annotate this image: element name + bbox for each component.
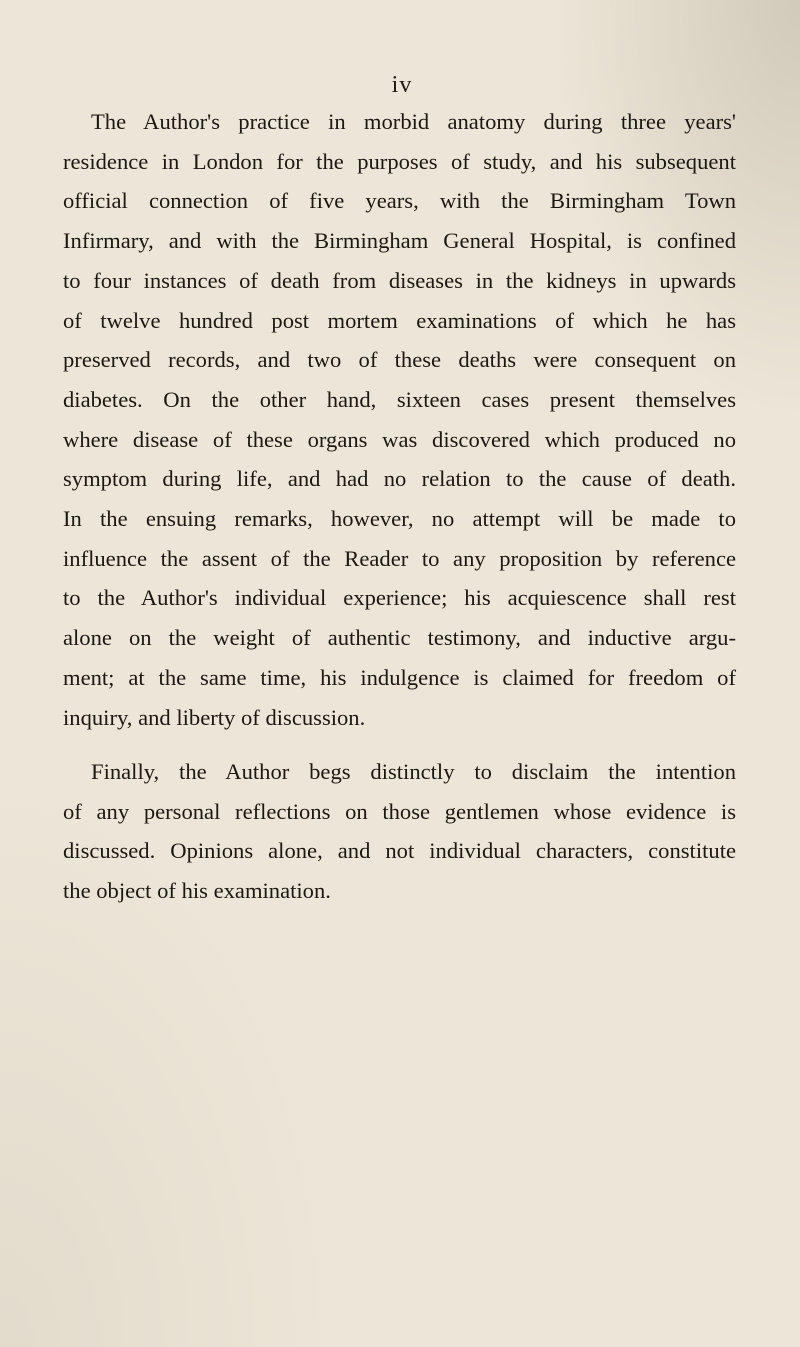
paragraph-author-practice	[63, 102, 736, 737]
text-line: residence in London for the purposes of study, and his subsequent	[63, 148, 736, 174]
text-line: influence the assent of the Reader to any proposition by reference	[63, 545, 736, 571]
paragraph-disclaimer	[63, 752, 736, 911]
page-number: iv	[391, 72, 413, 98]
text-line: Finally, the Author begs distinctly to disclaim the intention	[91, 759, 736, 784]
text-line: alone on the weight of authentic testimony, and inductive argu-	[63, 625, 736, 651]
text-line: discussed. Opinions alone, and not individual characters, constitute	[63, 838, 736, 864]
text-line: where disease of these organs was discovered which produced no	[63, 426, 736, 452]
text-line: of twelve hundred post mortem examinations of which he has	[63, 307, 736, 333]
text-line: In the ensuing remarks, however, no attempt will be made to	[63, 506, 736, 532]
text-line: symptom during life, and had no relation to the cause of death.	[63, 466, 736, 492]
text-line: official connection of five years, with the Birmingham Town	[63, 188, 736, 214]
text-line: to the Author's individual experience; his acquiescence shall rest	[63, 585, 736, 611]
text-line: inquiry, and liberty of discussion.	[63, 704, 366, 730]
text-line: to four instances of death from diseases in the kidneys in upwards	[63, 267, 736, 293]
text-line: the object of his examination.	[63, 878, 331, 904]
text-line: Infirmary, and with the Birmingham General Hospital, is confined	[63, 228, 736, 254]
text-line: The Author's practice in morbid anatomy during three years'	[91, 109, 736, 134]
text-line: of any personal reflections on those gentlemen whose evidence is	[63, 798, 736, 824]
text-line: ment; at the same time, his indulgence is claimed for freedom of	[63, 664, 736, 690]
text-line: diabetes. On the other hand, sixteen cases present themselves	[63, 386, 736, 412]
text-line: preserved records, and two of these deaths were consequent on	[63, 347, 736, 373]
